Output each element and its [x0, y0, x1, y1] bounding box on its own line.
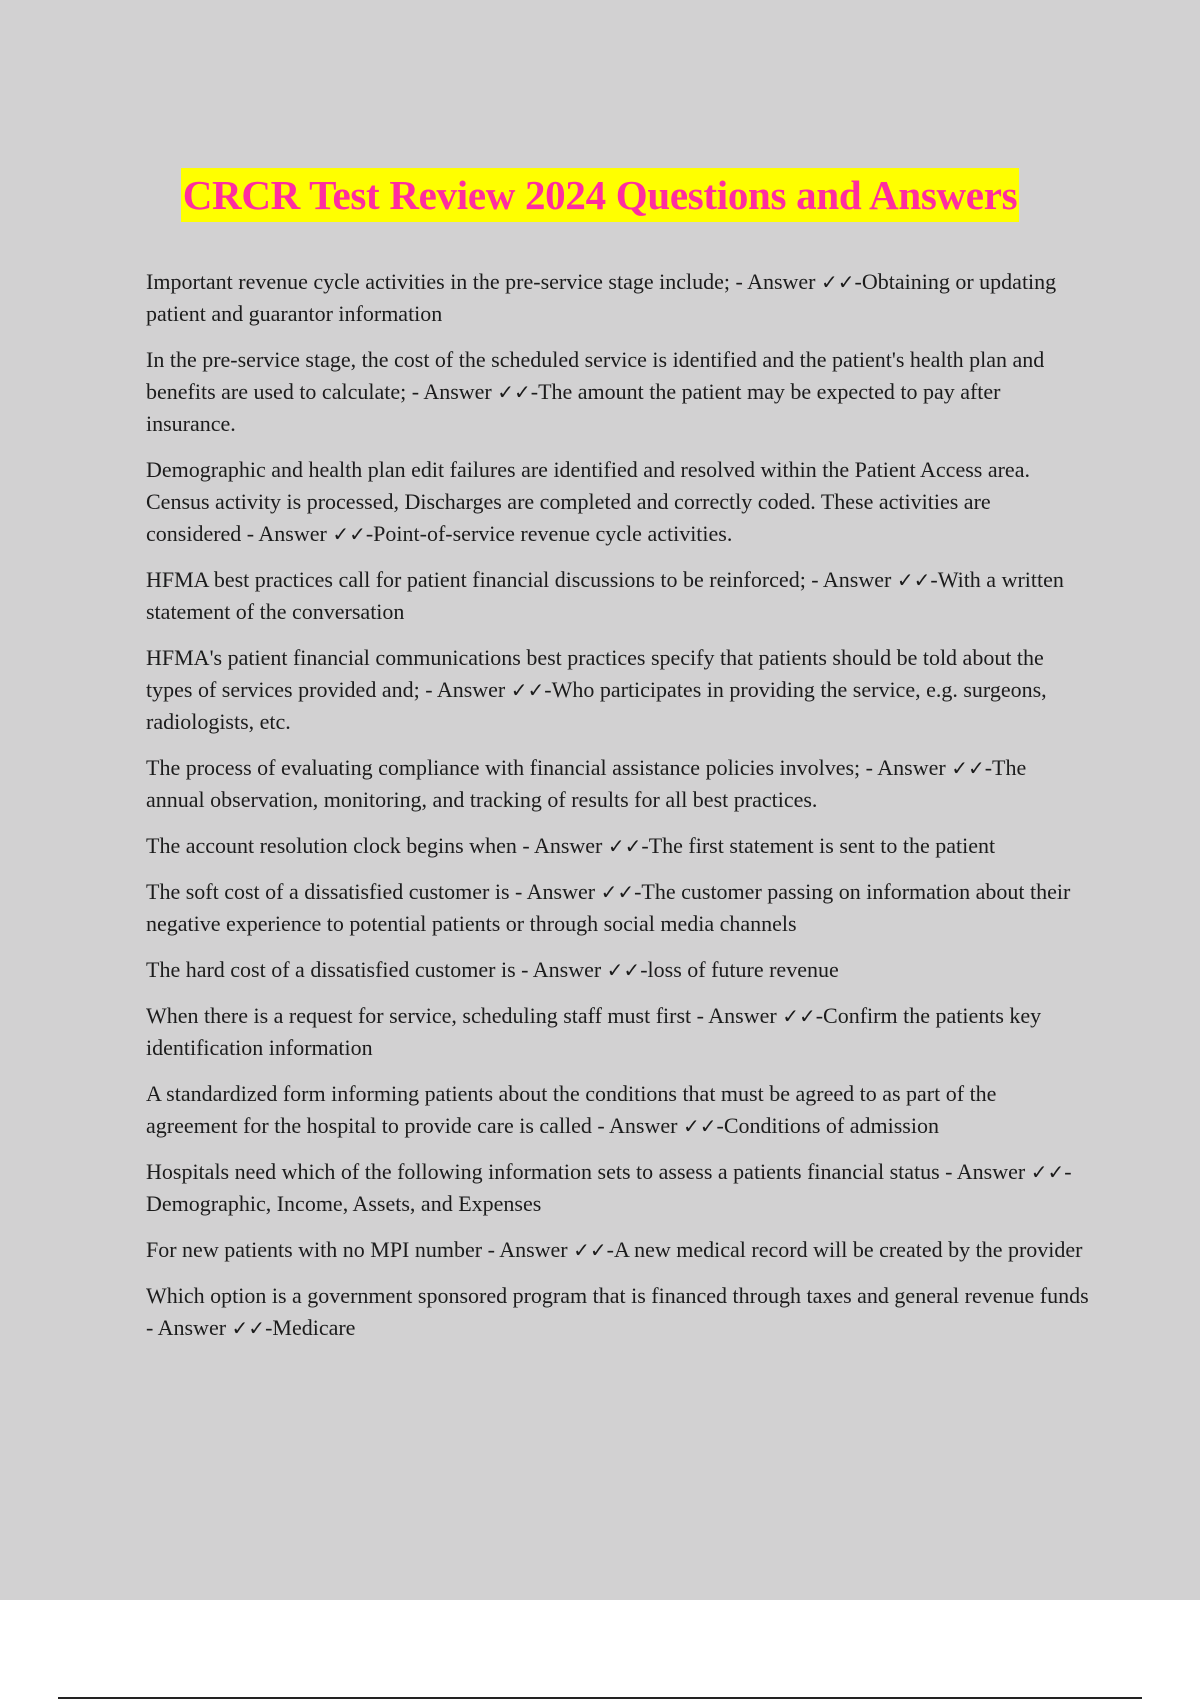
qa-item: [146, 1156, 1090, 1220]
double-check-icon: ✓✓: [573, 1238, 607, 1262]
title-wrapper: [0, 168, 1200, 222]
double-check-icon: ✓✓: [510, 678, 545, 702]
qa-question: The hard cost of a dissatisfied customer is - Answer: [146, 957, 607, 982]
double-check-icon: ✓✓: [332, 522, 366, 546]
qa-item: [146, 830, 1090, 862]
qa-item: [146, 564, 1090, 628]
double-check-icon: ✓✓: [682, 1114, 717, 1138]
qa-list: [146, 266, 1090, 1358]
qa-item: [146, 454, 1090, 550]
double-check-icon: ✓✓: [606, 958, 641, 982]
qa-answer: -loss of future revenue: [640, 957, 839, 982]
qa-answer: -Demographic, Income, Assets, and Expenses: [146, 1159, 1072, 1216]
qa-answer: -Confirm the patients key identification information: [146, 1003, 1042, 1060]
qa-question: Important revenue cycle activities in the pre-service stage include; - Answer: [146, 269, 822, 294]
qa-question: The account resolution clock begins when - Answer: [146, 833, 608, 858]
qa-item: [146, 266, 1090, 330]
qa-question: For new patients with no MPI number - Answer: [146, 1237, 574, 1262]
qa-item: [146, 1078, 1090, 1142]
qa-answer: -The customer passing on information about their negative experience to potential patients or through social media channels: [146, 879, 1071, 936]
qa-item: [146, 876, 1090, 940]
double-check-icon: ✓✓: [896, 568, 931, 592]
double-check-icon: ✓✓: [231, 1316, 266, 1340]
qa-item: [146, 752, 1090, 816]
qa-question: HFMA best practices call for patient financial discussions to be reinforced; - Answer: [146, 567, 897, 592]
qa-question: Demographic and health plan edit failures are identified and resolved within the Patient Access area. Census activity is processed, Discharges are completed and correctly coded. These activities are considered - Answer: [146, 457, 1030, 546]
double-check-icon: ✓✓: [497, 380, 531, 404]
qa-question: Hospitals need which of the following information sets to assess a patients financial status - Answer: [146, 1159, 1031, 1184]
qa-answer: -With a written statement of the conversation: [146, 567, 1064, 624]
qa-item: [146, 642, 1090, 738]
qa-answer: -Point-of-service revenue cycle activities.: [365, 521, 733, 546]
double-check-icon: ✓✓: [1030, 1160, 1065, 1184]
qa-question: When there is a request for service, scheduling staff must first - Answer: [146, 1003, 783, 1028]
qa-answer: -The annual observation, monitoring, and tracking of results for all best practices.: [146, 755, 1027, 812]
double-check-icon: ✓✓: [951, 756, 985, 780]
qa-answer: -Obtaining or updating patient and guarantor information: [146, 269, 1057, 326]
footer-divider: [58, 1697, 1142, 1699]
qa-question: HFMA's patient financial communications best practices specify that patients should be told about the types of services provided and; - Answer: [146, 645, 1044, 702]
qa-item: [146, 954, 1090, 986]
qa-question: In the pre-service stage, the cost of the scheduled service is identified and the patient's health plan and benefits are used to calculate; - Answer: [146, 347, 1045, 404]
qa-item: [146, 1234, 1090, 1266]
qa-answer: -A new medical record will be created by the provider: [606, 1237, 1083, 1262]
qa-answer: -Who participates in providing the service, e.g. surgeons, radiologists, etc.: [146, 677, 1047, 734]
qa-question: Which option is a government sponsored program that is financed through taxes and general revenue funds - Answer: [146, 1283, 1089, 1340]
qa-answer: -Conditions of admission: [716, 1113, 939, 1138]
qa-answer: -The amount the patient may be expected to pay after insurance.: [146, 379, 1001, 436]
qa-item: [146, 1000, 1090, 1064]
double-check-icon: ✓✓: [607, 834, 642, 858]
qa-item: [146, 1280, 1090, 1344]
qa-question: The soft cost of a dissatisfied customer is - Answer: [146, 879, 601, 904]
double-check-icon: ✓✓: [600, 880, 635, 904]
qa-answer: -Medicare: [265, 1315, 356, 1340]
double-check-icon: ✓✓: [782, 1004, 816, 1028]
double-check-icon: ✓✓: [821, 270, 855, 294]
qa-answer: -The first statement is sent to the patient: [641, 833, 996, 858]
qa-question: The process of evaluating compliance with financial assistance policies involves; - Answer: [146, 755, 952, 780]
document-title: CRCR Test Review 2024 Questions and Answers: [181, 168, 1020, 222]
qa-item: [146, 344, 1090, 440]
qa-question: A standardized form informing patients about the conditions that must be agreed to as part of the agreement for the hospital to provide care is called - Answer: [146, 1081, 997, 1138]
